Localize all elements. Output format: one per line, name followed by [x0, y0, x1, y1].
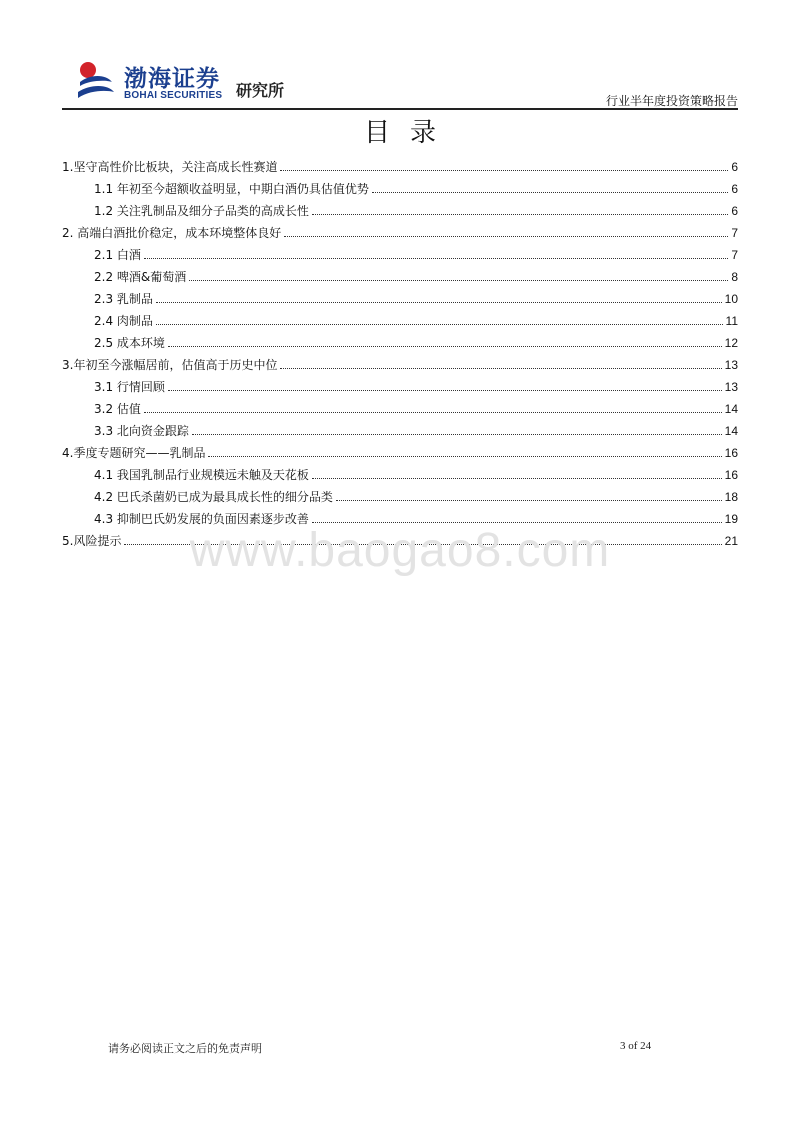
toc-entry[interactable] — [62, 307, 738, 329]
toc-entry-page: 10 — [724, 292, 738, 306]
toc-entry-label: 3.1 行情回顾 — [94, 380, 165, 394]
bohai-logo — [76, 60, 336, 106]
toc-entry[interactable] — [62, 197, 738, 219]
toc-entry-page: 6 — [731, 204, 738, 218]
toc-leader-dots — [280, 170, 728, 171]
toc-entry-page: 13 — [724, 380, 738, 394]
toc-entry[interactable] — [62, 483, 738, 505]
toc-entry[interactable] — [62, 263, 738, 285]
toc-leader-dots — [312, 214, 728, 215]
toc-entry-label: 4.2 巴氏杀菌奶已成为最具成长性的细分品类 — [94, 490, 333, 504]
toc-entry[interactable] — [62, 285, 738, 307]
toc-entry-page: 6 — [731, 160, 738, 174]
toc-entry-label: 3.年初至今涨幅居前，估值高于历史中位 — [62, 358, 278, 372]
toc-leader-dots — [312, 478, 722, 479]
logo-english-name: BOHAI SECURITIES — [124, 90, 223, 101]
toc-entry-label: 4.季度专题研究——乳制品 — [62, 446, 206, 460]
toc-entry-label: 2.2 啤酒&葡萄酒 — [94, 270, 187, 284]
toc-leader-dots — [168, 390, 722, 391]
logo-chinese-name: 渤海证券 — [124, 65, 220, 92]
toc-entry[interactable] — [62, 373, 738, 395]
toc-entry-label: 2.1 白酒 — [94, 248, 141, 262]
toc-leader-dots — [284, 236, 728, 237]
toc-entry-label: 1.1 年初至今超额收益明显，中期白酒仍具估值优势 — [94, 182, 369, 196]
toc-entry[interactable] — [62, 153, 738, 175]
toc-entry-label: 5.风险提示 — [62, 534, 122, 548]
toc-entry-page: 16 — [724, 446, 738, 460]
toc-entry-label: 2. 高端白酒批价稳定，成本环境整体良好 — [62, 226, 282, 240]
bohai-logo-mark-icon — [76, 60, 116, 102]
toc-entry-page: 16 — [724, 468, 738, 482]
toc-entry[interactable] — [62, 175, 738, 197]
toc-entry-label: 2.4 肉制品 — [94, 314, 153, 328]
toc-entry-page: 7 — [731, 226, 738, 240]
toc-entry-page: 7 — [731, 248, 738, 262]
toc-leader-dots — [280, 368, 721, 369]
toc-entry-label: 4.3 抑制巴氏奶发展的负面因素逐步改善 — [94, 512, 309, 526]
toc-entry-page: 14 — [724, 402, 738, 416]
toc-entry[interactable] — [62, 395, 738, 417]
toc-leader-dots — [144, 412, 722, 413]
toc-entry-label: 1.2 关注乳制品及细分子品类的高成长性 — [94, 204, 309, 218]
toc-leader-dots — [372, 192, 728, 193]
toc-entry-page: 18 — [724, 490, 738, 504]
toc-leader-dots — [168, 346, 722, 347]
toc-entry-label: 2.3 乳制品 — [94, 292, 153, 306]
header-rule — [62, 108, 738, 110]
toc-title: 目录 — [363, 118, 456, 148]
toc-entry-page: 14 — [724, 424, 738, 438]
toc-entry-page: 6 — [731, 182, 738, 196]
toc-entry[interactable] — [62, 219, 738, 241]
toc-entry-label: 3.3 北向资金跟踪 — [94, 424, 189, 438]
toc-entry[interactable] — [62, 417, 738, 439]
toc-entry-page: 19 — [724, 512, 738, 526]
toc-entry-page: 8 — [731, 270, 738, 284]
toc-leader-dots — [208, 456, 721, 457]
toc-entry[interactable] — [62, 351, 738, 373]
watermark: www.baogao8.com — [189, 524, 611, 577]
table-of-contents — [62, 153, 738, 549]
toc-entry-page: 21 — [724, 534, 738, 548]
toc-entry-label: 1.坚守高性价比板块，关注高成长性赛道 — [62, 160, 278, 174]
footer-page-number: 3 of 24 — [620, 1040, 652, 1052]
toc-leader-dots — [144, 258, 728, 259]
toc-entry-page: 11 — [725, 314, 738, 328]
toc-entry[interactable] — [62, 241, 738, 263]
toc-entry-page: 12 — [724, 336, 738, 350]
toc-leader-dots — [156, 324, 723, 325]
institute-name: 研究所 — [236, 81, 285, 100]
report-type: 行业半年度投资策略报告 — [605, 94, 738, 108]
toc-leader-dots — [189, 280, 728, 281]
page-header — [62, 52, 738, 108]
toc-entry-label: 2.5 成本环境 — [94, 336, 165, 350]
footer-disclaimer: 请务必阅读正文之后的免责声明 — [108, 1042, 262, 1055]
toc-leader-dots — [156, 302, 722, 303]
toc-entry[interactable] — [62, 461, 738, 483]
toc-leader-dots — [336, 500, 722, 501]
toc-entry[interactable] — [62, 329, 738, 351]
toc-entry-label: 3.2 估值 — [94, 402, 141, 416]
toc-entry-label: 4.1 我国乳制品行业规模远未触及天花板 — [94, 468, 309, 482]
toc-leader-dots — [192, 434, 722, 435]
toc-entry[interactable] — [62, 439, 738, 461]
toc-entry-page: 13 — [724, 358, 738, 372]
